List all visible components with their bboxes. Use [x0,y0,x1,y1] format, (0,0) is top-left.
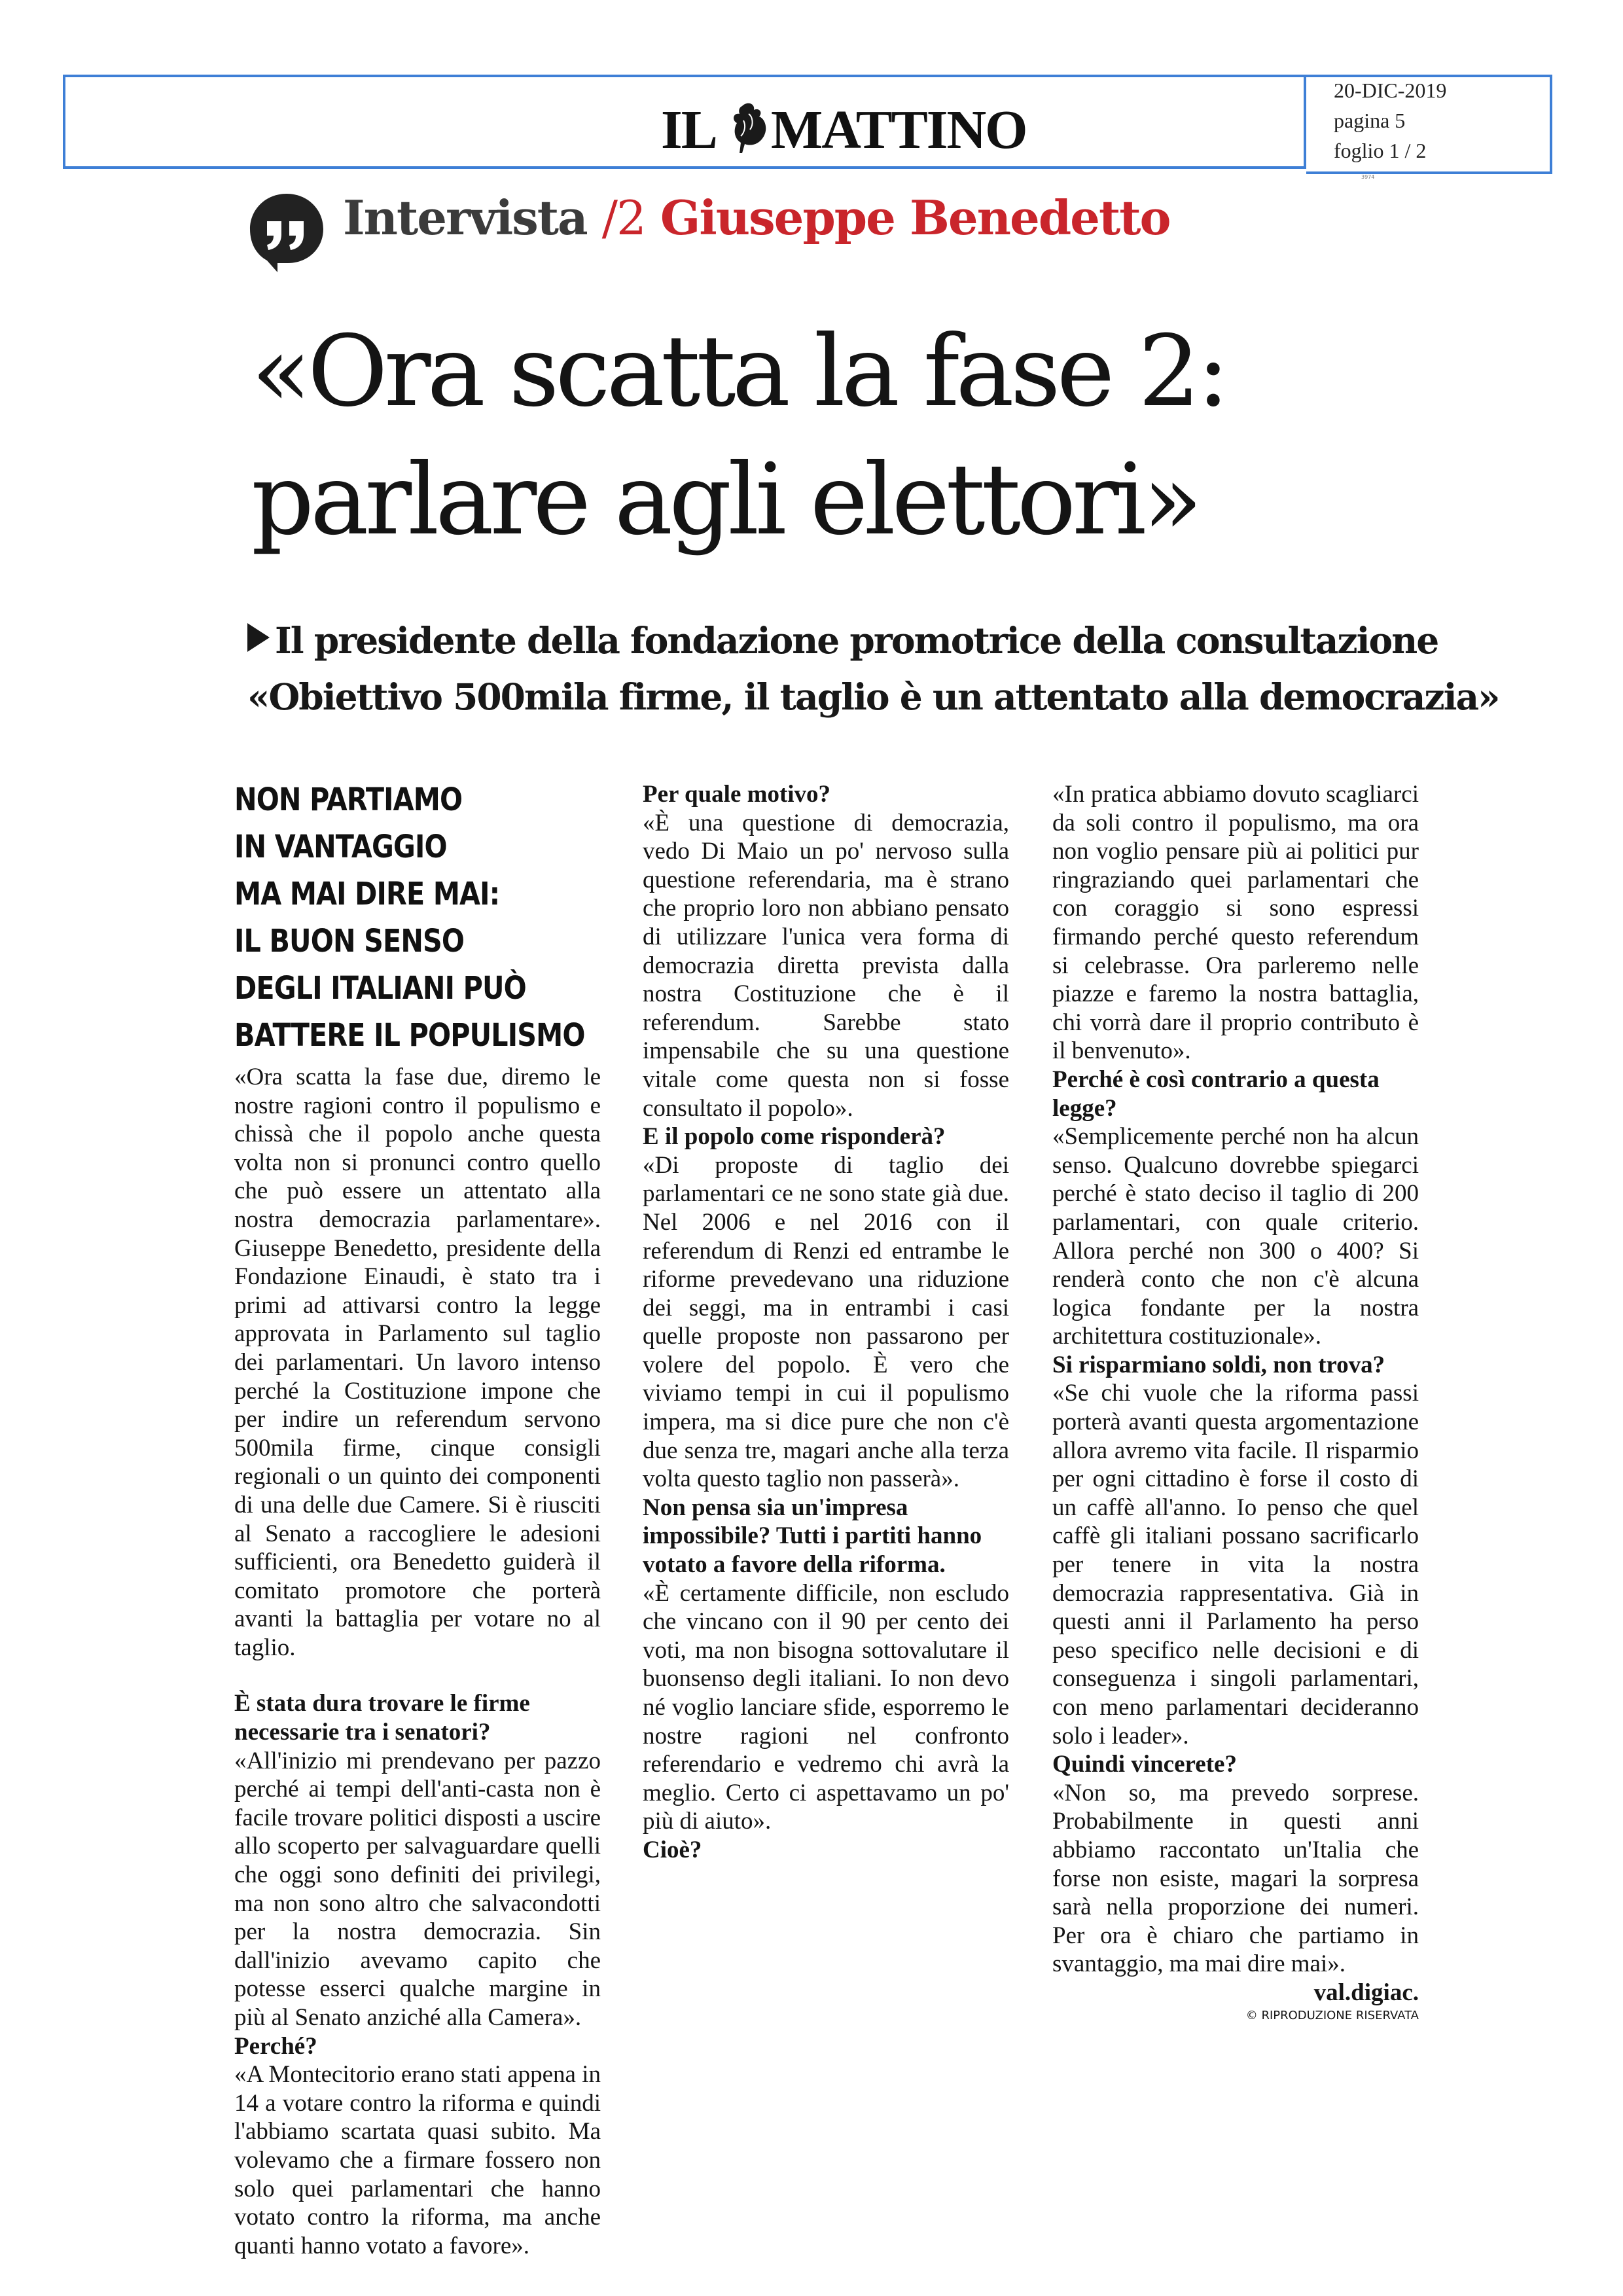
headline [251,308,1429,564]
pull-quote-line: NON PARTIAMO [234,781,463,818]
interview-answer: «Se chi vuole che la riforma passi porterà avanti questa argomentazione allora avremo vita facile. Il risparmio per ogni cittadino è forse il costo di un caffè all'anno. Io penso che quel caffè gli italiani possano sacrificarlo per tenere in vita la nostra democrazia rappresentativa. Già in questi anni il Parlamento ha perso peso specifico nelle decisioni e di conseguenza i singoli parlamentari, con meno parlamentari decideranno solo i leader». [1052,1380,1419,1749]
interview-question: Non pensa sia un'impresa impossibile? Tutti i partiti hanno votato a favore della riforma. [643,1494,982,1579]
interview-answer: «A Montecitorio erano stati appena in 14 a votare contro la riforma e quindi l'abbiamo scartata quasi subito. Ma volevamo che a firmare fossero non solo quei parlamentari che hanno votato contro la riforma, ma anche quanti hanno votato a favore». [234,2061,601,2259]
interview-question: Perché? [234,2032,317,2060]
pull-quote-line: BATTERE IL POPULISMO [234,1017,585,1054]
masthead-logo [654,92,1047,160]
author-signature: val.digiac. [1313,1979,1419,2006]
interview-kicker [343,190,1170,245]
interview-question: Quindi vincerete? [1052,1751,1237,1778]
headline-line-2: parlare agli elettori» [251,443,1199,557]
header-code: 3974 [1361,174,1375,180]
triangle-bullet-icon [247,623,270,652]
interview-question: Si risparmiano soldi, non trova? [1052,1351,1385,1378]
pull-quote-line: MA MAI DIRE MAI: [234,876,500,912]
interview-question: È stata dura trovare le firme necessarie tra i senatori? [234,1690,530,1746]
subheadline-line-1 [247,613,1491,669]
header-page: pagina 5 [1334,109,1406,132]
article-intro: «Ora scatta la fase due, diremo le nostre ragioni contro il populismo e chissà che il popolo anche questa volta non si pronunci contro quello che può essere un attentato alla nostra democrazia parlamentare». Giuseppe Benedetto, presidente della Fondazione Einaudi, è stato tra i primi ad attivarsi contro la legge approvata in Parlamento sul taglio dei parlamentari. Un lavoro intenso perché la Costituzione impone che per indire un referendum servono 500mila firme, cinque consigli regionali o un quinto dei componenti di una delle due Camere. Si è riusciti al Senato a raccogliere le adesioni sufficienti, ora Benedetto guiderà il comitato promotore che porterà avanti la battaglia per votare no al taglio. [234,1064,601,1661]
interview-answer: «All'inizio mi prendevano per pazzo perché ai tempi dell'anti-casta non è facile trovare politici disposti a uscire allo scoperto per salvaguardare quelli che oggi sono definiti dei privilegi, ma non sono altro che salvacondotti per la nostra democrazia. Sin dall'inizio avevamo capito che potesse esserci qualche margine in più al Senato anziché alla Camera». [234,1747,601,2031]
interview-question: Perché è così contrario a questa legge? [1052,1066,1380,1122]
interview-question: Per quale motivo? [643,781,831,808]
pull-quote [234,780,601,1055]
headline-line-1: «Ora scatta la fase 2: [251,315,1226,429]
masthead-name: MATTINO [771,99,1027,160]
kicker-person: Giuseppe Benedetto [660,190,1170,245]
interview-answer: «È certamente difficile, non escludo che vincano con il 90 per cento dei voti, ma non bisogna sottovalutare il buonsenso degli italiani. Io non devo né voglio lanciare sfide, esporremo le nostre ragioni nel confronto referendario e vedremo chi avrà la meglio. Certo ci aspettavamo un po' più di aiuto». [643,1579,1009,1835]
rooster-icon [722,101,775,156]
interview-answer: «In pratica abbiamo dovuto scagliarci da soli contro il populismo, ma ora non voglio pensare più ai politici pur ringraziando quei parlamentari che con coraggio si sono espressi firmando perché questo referendum si celebrasse. Ora parleremo nelle piazze e faremo la nostra battaglia, chi vorrà dare il proprio contributo è il benvenuto». [1052,781,1419,1065]
kicker-section: Intervista [343,190,587,245]
header-sheet: foglio 1 / 2 [1334,139,1427,162]
article-column-3 [1052,780,1419,2024]
interview-answer: «Semplicemente perché non ha alcun senso. Qualcuno dovrebbe spiegarci perché è stato deciso il taglio di 200 parlamentari, con quale criterio. Allora perché non 300 o 400? Si renderà conto che non c'è alcuna logica fondante per la nostra architettura costituzionale». [1052,1123,1419,1350]
kicker-number: /2 [601,190,645,245]
pull-quote-line: IN VANTAGGIO [234,829,447,865]
interview-answer: «È una questione di democrazia, vedo Di Maio un po' nervoso sulla questione referendaria, ma è strano che proprio loro non abbiano pensato di utilizzare l'unica vera forma di democrazia diretta prevista dalla nostra Costituzione che è il referendum. Sarebbe stato impensabile che su una questione vitale come questa non si fosse consultato il popolo». [643,809,1009,1122]
interview-question: Cioè? [643,1836,702,1863]
subheadline-line-2: «Obiettivo 500mila firme, il taglio è un attentato alla democrazia» [247,675,1499,718]
article-column-2 [643,780,1009,1865]
pull-quote-line: DEGLI ITALIANI PUÒ [234,970,526,1007]
copyright-notice: © RIPRODUZIONE RISERVATA [1245,2008,1419,2022]
header-date: 20-DIC-2019 [1334,79,1447,102]
interview-answer: «Non so, ma prevedo sorprese. Probabilmente in questi anni abbiamo raccontato un'Italia che forse non esiste, magari la sorpresa sarà nella proporzione dei numeri. Per ora è chiaro che partiamo in svantaggio, ma mai dire mai». [1052,1779,1419,1978]
subheadline [247,613,1499,725]
interview-answer: «Di proposte di taglio dei parlamentari ce ne sono state già due. Nel 2006 e nel 2016 con il referendum di Renzi ed entrambe le riforme prevedevano una riduzione dei seggi, ma in entrambi i casi quelle proposte non passarono per volere del popolo. È vero che viviamo tempi in cui il populismo impera, ma si dice pure che non c'è due senza tre, magari anche alla terza volta questo taglio non passerà». [643,1151,1009,1493]
quote-icon [247,191,326,272]
interview-question: E il popolo come risponderà? [643,1123,946,1151]
masthead-il: IL [661,99,717,160]
article-column-1 [234,780,601,2260]
pull-quote-line: IL BUON SENSO [234,923,465,960]
subheadline-text-1: Il presidente della fondazione promotrice della consultazione [275,619,1438,662]
